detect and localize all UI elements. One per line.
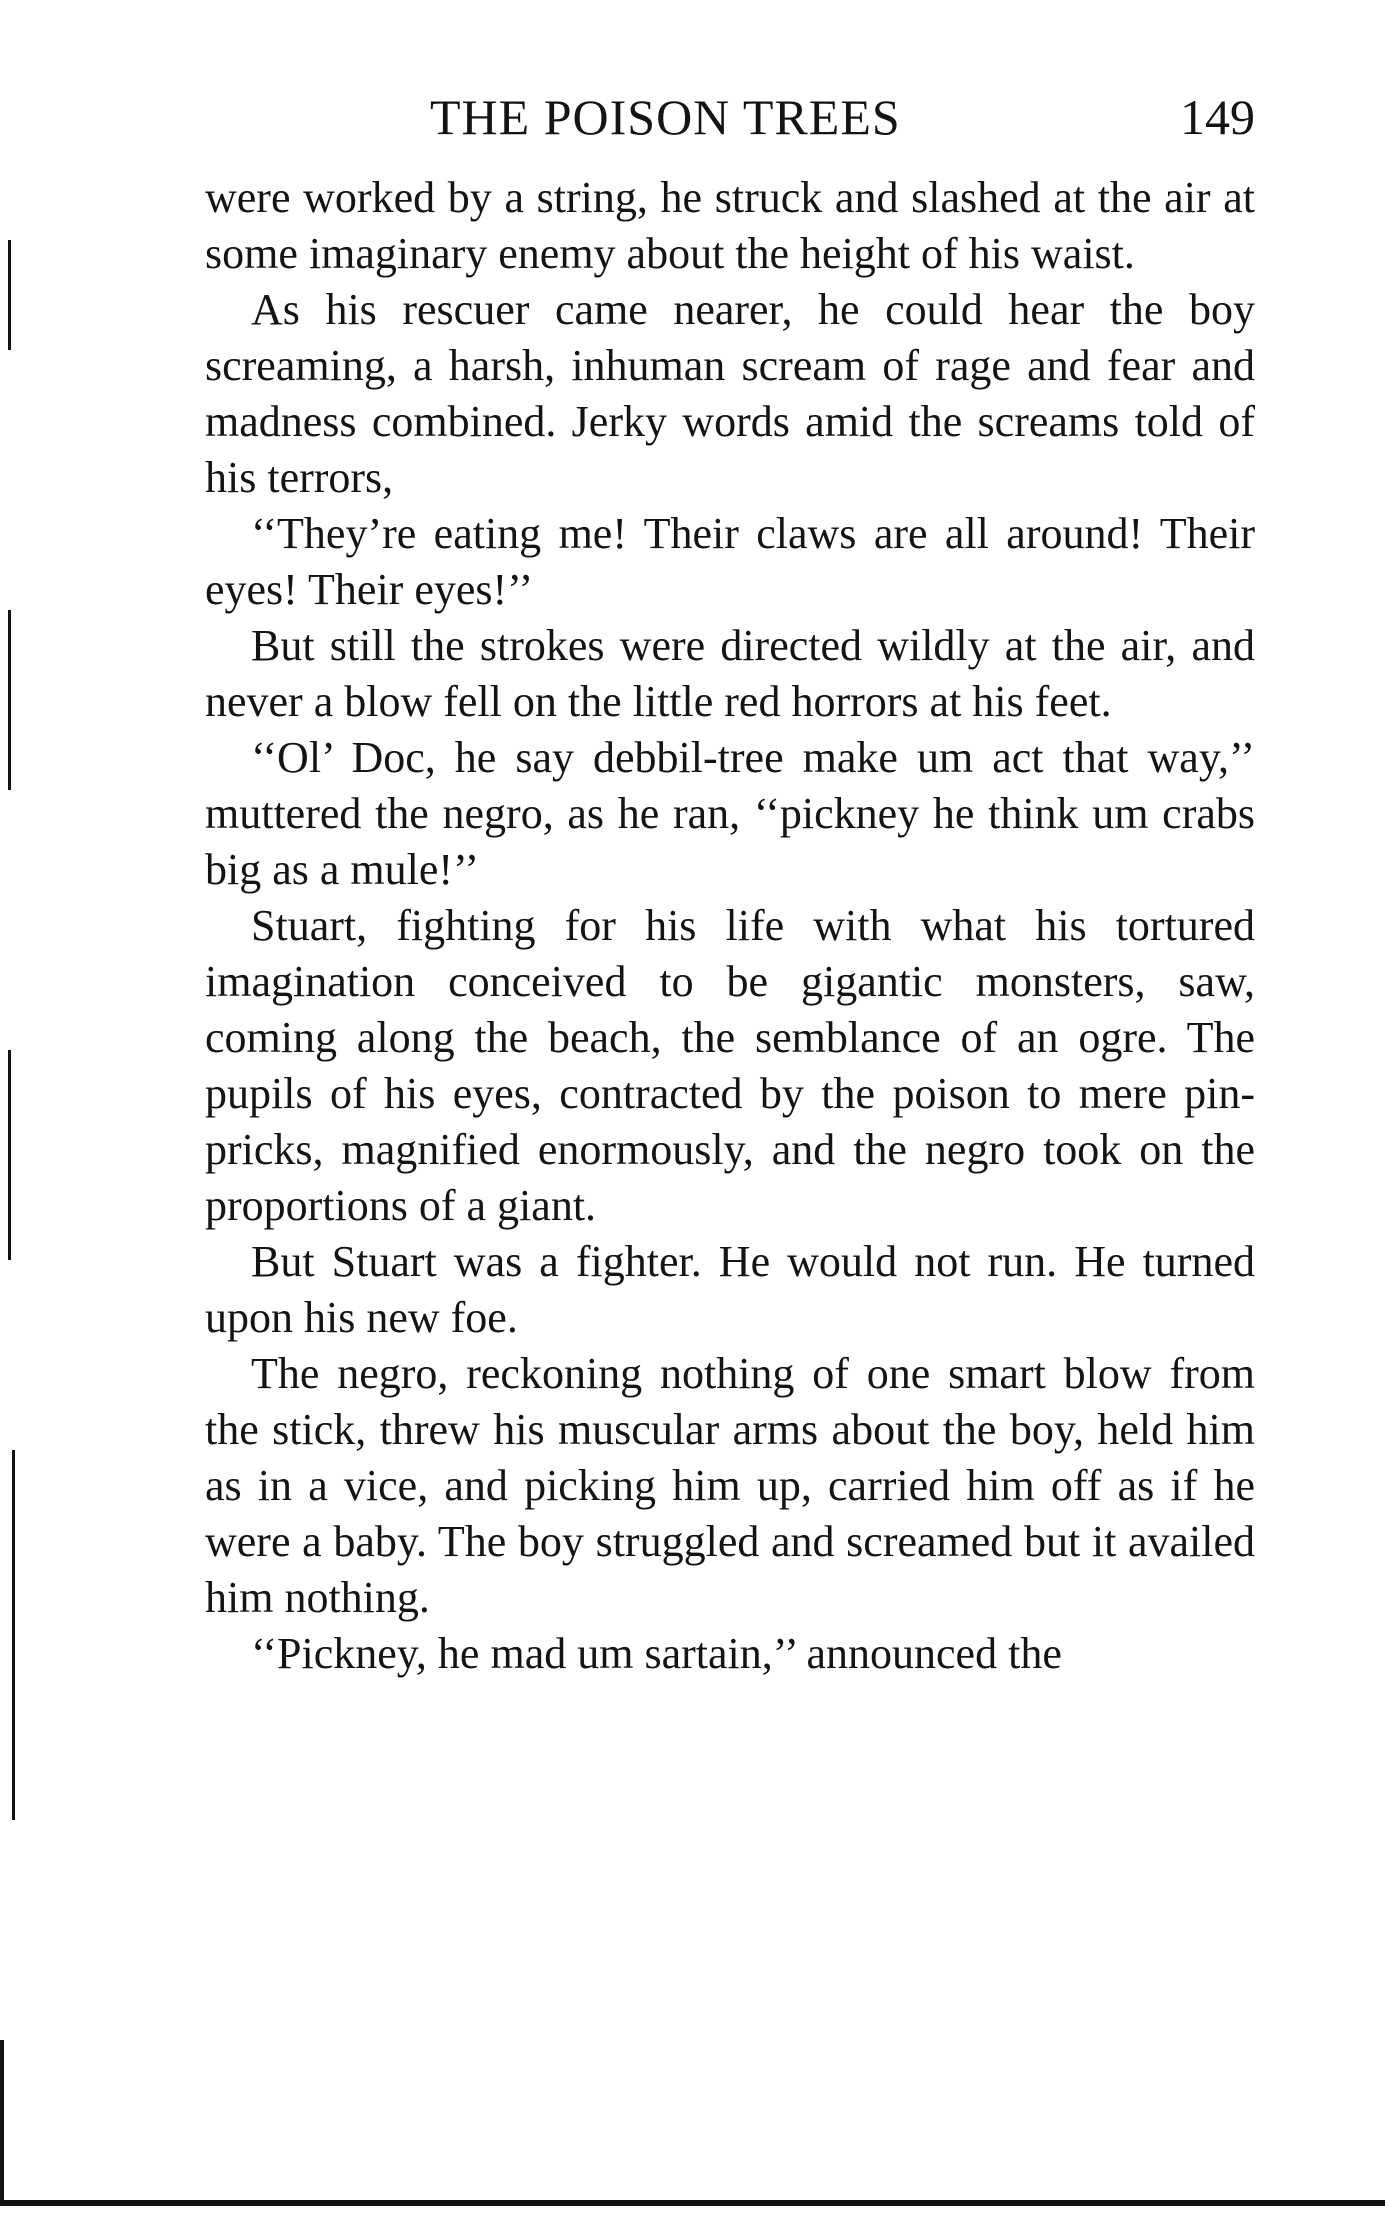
page-number: 149	[1180, 89, 1255, 145]
page-header	[205, 88, 1255, 148]
scan-mark	[8, 1050, 11, 1260]
scan-mark	[8, 610, 11, 790]
paragraph: ‘‘Ol’ Doc, he say debbil-tree make um act that way,’’ muttered the negro, as he ran, ‘‘pickney he think um crabs big as a mule!’’	[205, 733, 1255, 894]
paragraph: ‘‘Pickney, he mad um sartain,’’ announced the	[251, 1629, 1062, 1678]
page-bottom-edge	[0, 2200, 1385, 2206]
paragraph: As his rescuer came nearer, he could hear the boy screaming, a harsh, inhuman scream of rage and fear and madness combined. Jerky words amid the screams told of his terrors,	[205, 285, 1255, 502]
body-text	[205, 170, 1255, 1682]
paragraph: were worked by a string, he struck and slashed at the air at some imaginary enemy about the height of his waist.	[205, 173, 1255, 278]
scan-mark	[12, 1450, 15, 1820]
paragraph: ‘‘They’re eating me! Their claws are all around! Their eyes! Their eyes!’’	[205, 509, 1255, 614]
running-title: THE POISON TREES	[430, 89, 901, 145]
paragraph: Stuart, fighting for his life with what his tortured imagination conceived to be gigantic monsters, saw, coming along the beach, the semblance of an ogre. The pupils of his eyes, contracted by the poison to mere pin-pricks, magnified enormously, and the negro took on the proportions of a giant.	[205, 901, 1255, 1230]
scan-mark	[8, 240, 11, 350]
page-corner-mark	[0, 2040, 32, 2206]
paragraph: The negro, reckoning nothing of one smart blow from the stick, threw his muscular arms about the boy, held him as in a vice, and picking him up, carried him off as if he were a baby. The boy struggled and screamed but it availed him nothing.	[205, 1349, 1255, 1622]
paragraph: But Stuart was a fighter. He would not run. He turned upon his new foe.	[205, 1237, 1255, 1342]
paragraph: But still the strokes were directed wildly at the air, and never a blow fell on the little red horrors at his feet.	[205, 621, 1255, 726]
